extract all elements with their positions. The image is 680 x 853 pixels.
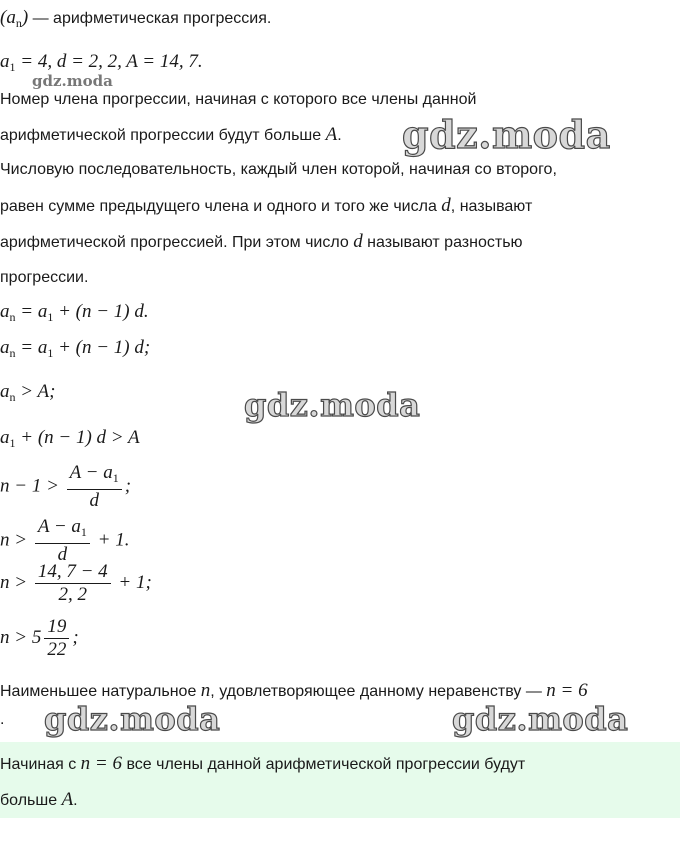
given-values: $a_1 = 4$, d = 2, 2, A = 14, 7.: [0, 51, 203, 74]
find-line-1: Номер члена прогрессии, начиная с которого все члены данной: [0, 91, 477, 108]
formula-general-term: $a_n = a_1 + (n - 1)$ d.: [0, 301, 149, 324]
answer-line-1: Начиная с n = 6 все члены данной арифметической прогрессии будут: [0, 753, 526, 774]
watermark: gdz.moda: [402, 112, 611, 157]
answer-box: [0, 742, 680, 818]
definition-line-4: прогрессии.: [0, 269, 89, 286]
definition-line-2: равен сумме предыдущего члена и одного и того же числа d, называют: [0, 195, 533, 216]
watermark-small: gdz.moda: [32, 72, 113, 90]
formula-step-3: $a_1 + (n - 1) d > A$: [0, 427, 140, 450]
formula-step-7: n > 5 $\frac{19}{22}$ ;: [0, 616, 79, 660]
answer-line-2: больше A.: [0, 789, 78, 810]
watermark: gdz.moda: [452, 700, 629, 738]
conclusion-line: Наименьшее натуральное n, удовлетворяющее данному неравенству — n = 6: [0, 680, 588, 701]
definition-line-1: Числовую последовательность, каждый член которой, начиная со второго,: [0, 161, 557, 178]
watermark: gdz.moda: [244, 386, 421, 424]
definition-line-3: арифметической прогрессией. При этом число d называют разностью: [0, 231, 523, 252]
find-line-2: арифметической прогрессии будут больше A.: [0, 124, 342, 145]
formula-step-2: $a_n > A$;: [0, 381, 56, 404]
problem-title: $(a_n)$ — арифметическая прогрессия.: [0, 7, 272, 30]
formula-step-1: $a_n = a_1 + (n - 1)$ d;: [0, 337, 151, 360]
formula-step-4: n − 1 > $\frac{A - a_1}{d}$ ;: [0, 462, 132, 511]
formula-step-5: n > $\frac{A - a_1}{d}$ + 1.: [0, 516, 130, 565]
conclusion-period: .: [0, 711, 5, 728]
watermark: gdz.moda: [44, 700, 221, 738]
formula-step-6: n > $\frac{14, 7 - 4}{2, 2}$ + 1;: [0, 561, 152, 605]
